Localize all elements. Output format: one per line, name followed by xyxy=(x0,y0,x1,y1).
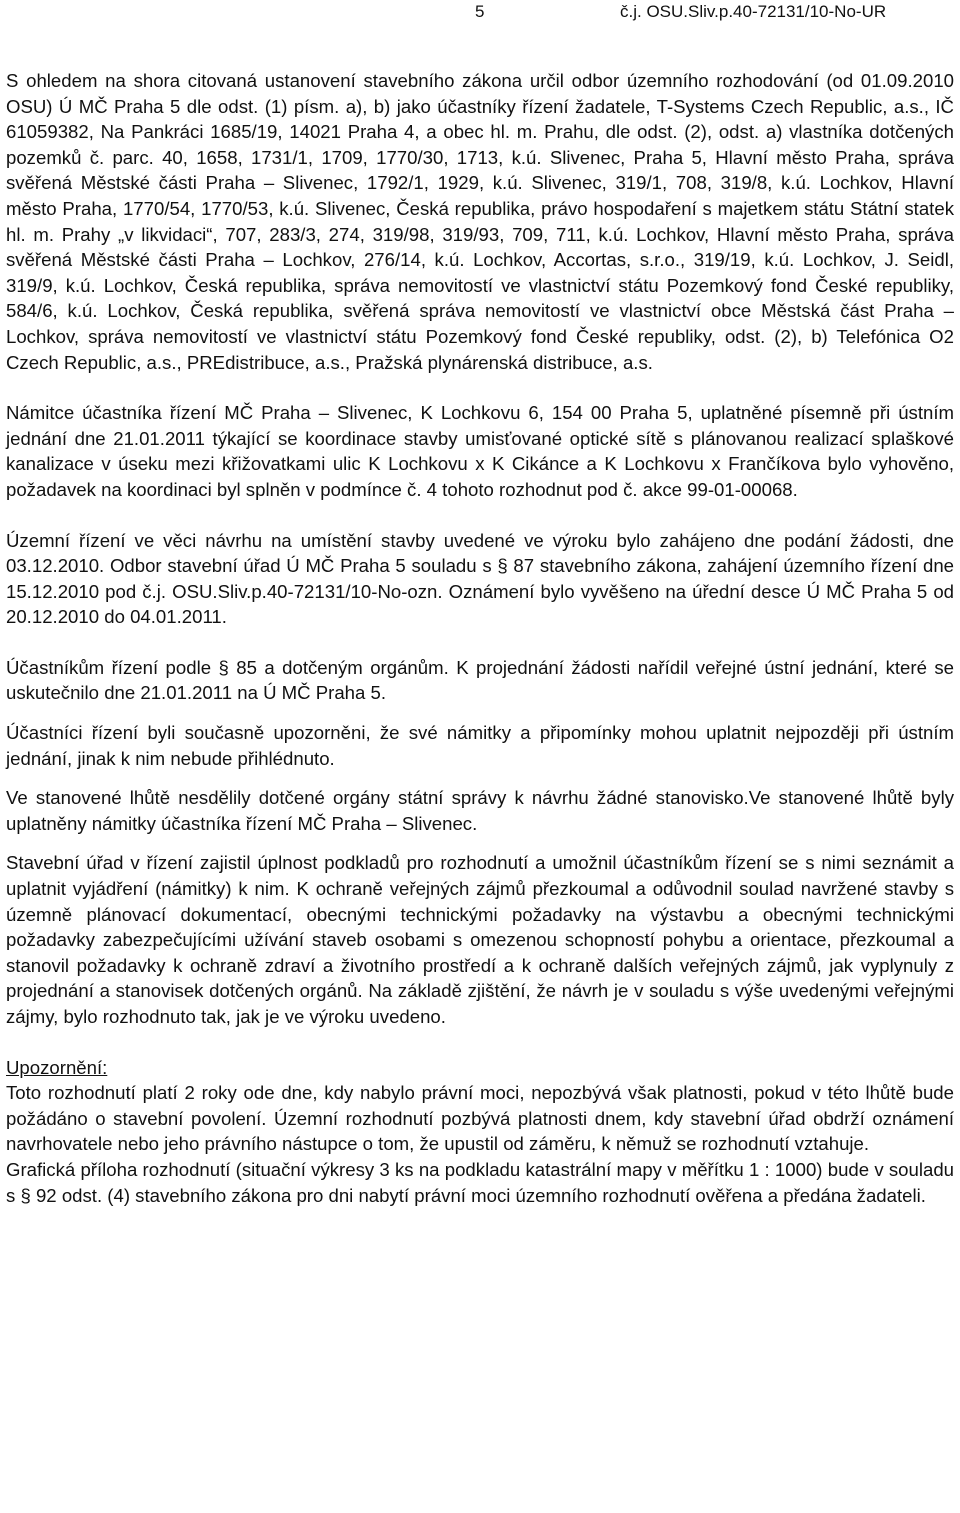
document-reference: č.j. OSU.Sliv.p.40-72131/10-No-UR xyxy=(620,2,887,21)
page-header xyxy=(0,0,960,24)
paragraph-participants: S ohledem na shora citovaná ustanovení stavebního zákona určil odbor územního rozhodování (od 01.09.2010 OSU) Ú MČ Praha 5 dle odst. (1) písm. a), b) jako účastníky řízení žadatele, T-Systems Czech Republic, a.s., IČ 61059382, Na Pankráci 1685/19, 14021 Praha 4, a obec hl. m. Prahu, dle odst. (2), odst. a) vlastníka dotčených pozemků č. parc. 40, 1658, 1731/1, 1709, 1770/30, 1713, k.ú. Slivenec, Praha 5, Hlavní město Praha, správa svěřená Městské části Praha – Slivenec, 1792/1, 1929, k.ú. Slivenec, 319/1, 708, 319/8, k.ú. Lochkov, Hlavní město Praha, 1770/54, 1770/53, k.ú. Slivenec, Česká republika, právo hospodaření s majetkem státu Státní statek hl. m. Prahy „v likvidaci“, 707, 283/3, 274, 319/98, 319/93, 709, 711, k.ú. Lochkov, Hlavní město Praha, správa svěřená Městské části Praha – Lochkov, 276/14, k.ú. Lochkov, Accortas, s.r.o., 319/19, k.ú. Lochkov, J. Seidl, 319/9, k.ú. Lochkov, Česká republika, správa nemovitostí ve vlastnictví státu Pozemkový fond České republiky, 584/6, k.ú. Lochkov, Česká republika, svěřená správa nemovitostí ve vlastnictví obce Městská část Praha – Lochkov, správa nemovitostí ve vlastnictví státu Pozemkový fond České republiky, odst. (2), b) Telefónica O2 Czech Republic, a.s., PREdistribuce, a.s., Pražská plynárenská distribuce, a.s. xyxy=(6,70,954,373)
paragraph-proceedings: Územní řízení ve věci návrhu na umístění stavby uvedené ve výroku bylo zahájeno dne podání žádosti, dne 03.12.2010. Odbor stavební úřad Ú MČ Praha 5 souladu s § 87 stavebního zákona, zahájení územního řízení dne 15.12.2010 pod č.j. OSU.Sliv.p.40-72131/10-No-ozn. Oznámení bylo vyvěšeno na úřední desce Ú MČ Praha 5 od 20.12.2010 do 04.01.2011. xyxy=(6,529,954,628)
paragraph-hearing: Účastníkům řízení podle § 85 a dotčeným orgánům. K projednání žádosti nařídil veřejné ústní jednání, které se uskutečnilo dne 21.01.2011 na Ú MČ Praha 5. xyxy=(6,656,954,704)
notice-heading: Upozornění: xyxy=(6,1056,108,1078)
paragraph-validity: Toto rozhodnutí platí 2 roky ode dne, kdy nabylo právní moci, nepozbývá však platnosti, pokud v této lhůtě bude požádáno o stavební povolení. Územní rozhodnutí pozbývá platnosti dnem, kdy stavební úřad obdrží oznámení navrhovatele nebo jeho právního nástupce o tom, že upustil od záměru, k němuž se rozhodnutí vztahuje. xyxy=(6,1082,954,1155)
paragraph-deadline: Ve stanovené lhůtě nesdělily dotčené orgány státní správy k návrhu žádné stanovisko.Ve stanovené lhůtě byly uplatněny námitky účastníka řízení MČ Praha – Slivenec. xyxy=(6,787,954,834)
paragraph-objection: Námitce účastníka řízení MČ Praha – Slivenec, K Lochkovu 6, 154 00 Praha 5, uplatněné písemně při ústním jednání dne 21.01.2011 týkající se koordinace stavby umisťované optické sítě s plánovanou realizací splaškové kanalizace v úseku mezi křižovatkami ulic K Lochkovu x K Cikánce a K Lochkovu x Frančíkova bylo vyhověno, požadavek na koordinaci byl splněn v podmínce č. 4 tohoto rozhodnut pod č. akce 99-01-00068. xyxy=(6,402,954,500)
document-body xyxy=(6,68,954,1208)
page-number: 5 xyxy=(475,2,485,21)
paragraph-notification: Účastníci řízení byli současně upozorněni, že své námitky a připomínky mohou uplatnit nejpozději při ústním jednání, jinak k nim nebude přihlédnuto. xyxy=(6,722,954,769)
paragraph-attachment: Grafická příloha rozhodnutí (situační výkresy 3 ks na podkladu katastrální mapy v měřítku 1 : 1000) bude v souladu s § 92 odst. (4) stavebního zákona pro dni nabytí právní moci územního rozhodnutí ověřena a předána žadateli. xyxy=(6,1158,954,1206)
paragraph-assessment: Stavební úřad v řízení zajistil úplnost podkladů pro rozhodnutí a umožnil účastníkům řízení se s nimi seznámit a uplatnit vyjádření (námitky) k nim. K ochraně veřejných zájmů přezkoumal a odůvodnil soulad navržené stavby s územně plánovací dokumentací, obecnými technickými požadavky na výstavbu a obecnými technickými požadavky zabezpečujícími užívání staveb osobami s omezenou schopností pohybu a orientace, přezkoumal a stanovil požadavky k ochraně zdraví a životního prostředí a k ochraně dalších veřejných zájmů, jak vyplynuly z projednání a stanovisek dotčených orgánů. Na základě zjištění, že návrh je v souladu s výše uvedenými veřejnými zájmy, bylo rozhodnuto tak, jak je ve výroku uvedeno. xyxy=(6,852,954,1027)
